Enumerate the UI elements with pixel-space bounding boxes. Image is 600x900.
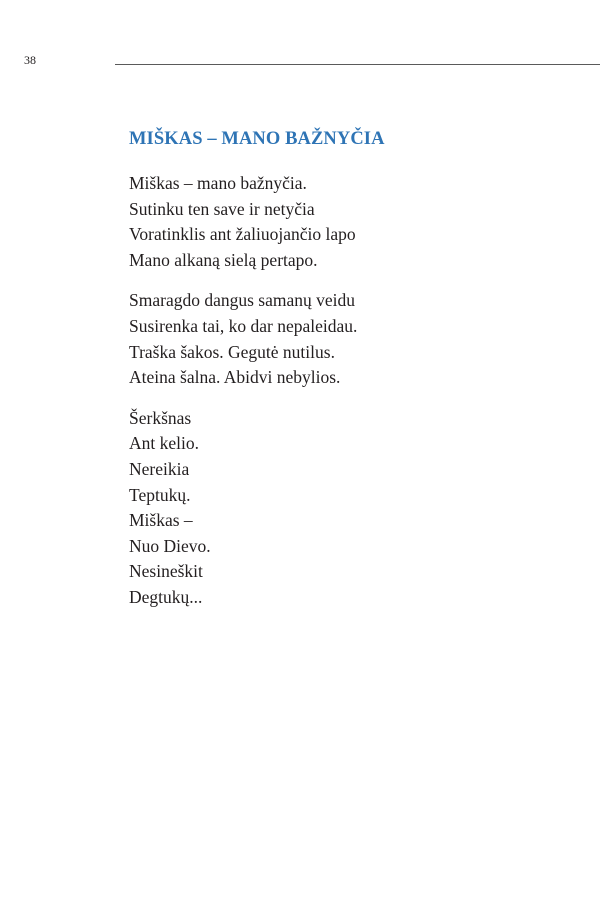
page-number: 38 [24, 53, 36, 67]
poem-line: Nesineškit [129, 561, 203, 582]
poem-line: Degtukų... [129, 586, 203, 607]
poem-line: Nuo Dievo. [129, 535, 211, 556]
poem-line: Šerkšnas [129, 407, 192, 428]
poem-body [129, 171, 357, 626]
stanza-1 [129, 171, 357, 273]
poem-line: Miškas – mano bažnyčia. [129, 173, 307, 193]
poem-line: Miškas – [129, 510, 193, 531]
poem-line: Teptukų. [129, 484, 191, 505]
poem-line: Sutinku ten save ir netyčia [129, 198, 315, 219]
header-rule [115, 64, 600, 65]
poem-line: Nereikia [129, 458, 190, 479]
poem-line: Ateina šalna. Abidvi nebylios. [129, 367, 341, 388]
poem-line: Ant kelio. [129, 433, 199, 454]
poem-line: Susirenka tai, ko dar nepaleidau. [129, 315, 358, 336]
stanza-2 [129, 288, 357, 390]
poem-line: Smaragdo dangus samanų veidu [129, 290, 355, 311]
stanza-3 [129, 406, 357, 611]
poem-line: Traška šakos. Gegutė nutilus. [129, 341, 335, 362]
poem-title: MIŠKAS – MANO BAŽNYČIA [129, 129, 385, 149]
poem-line: Voratinklis ant žaliuojančio lapo [129, 224, 356, 245]
poem-line: Mano alkaną sielą pertapo. [129, 249, 318, 270]
